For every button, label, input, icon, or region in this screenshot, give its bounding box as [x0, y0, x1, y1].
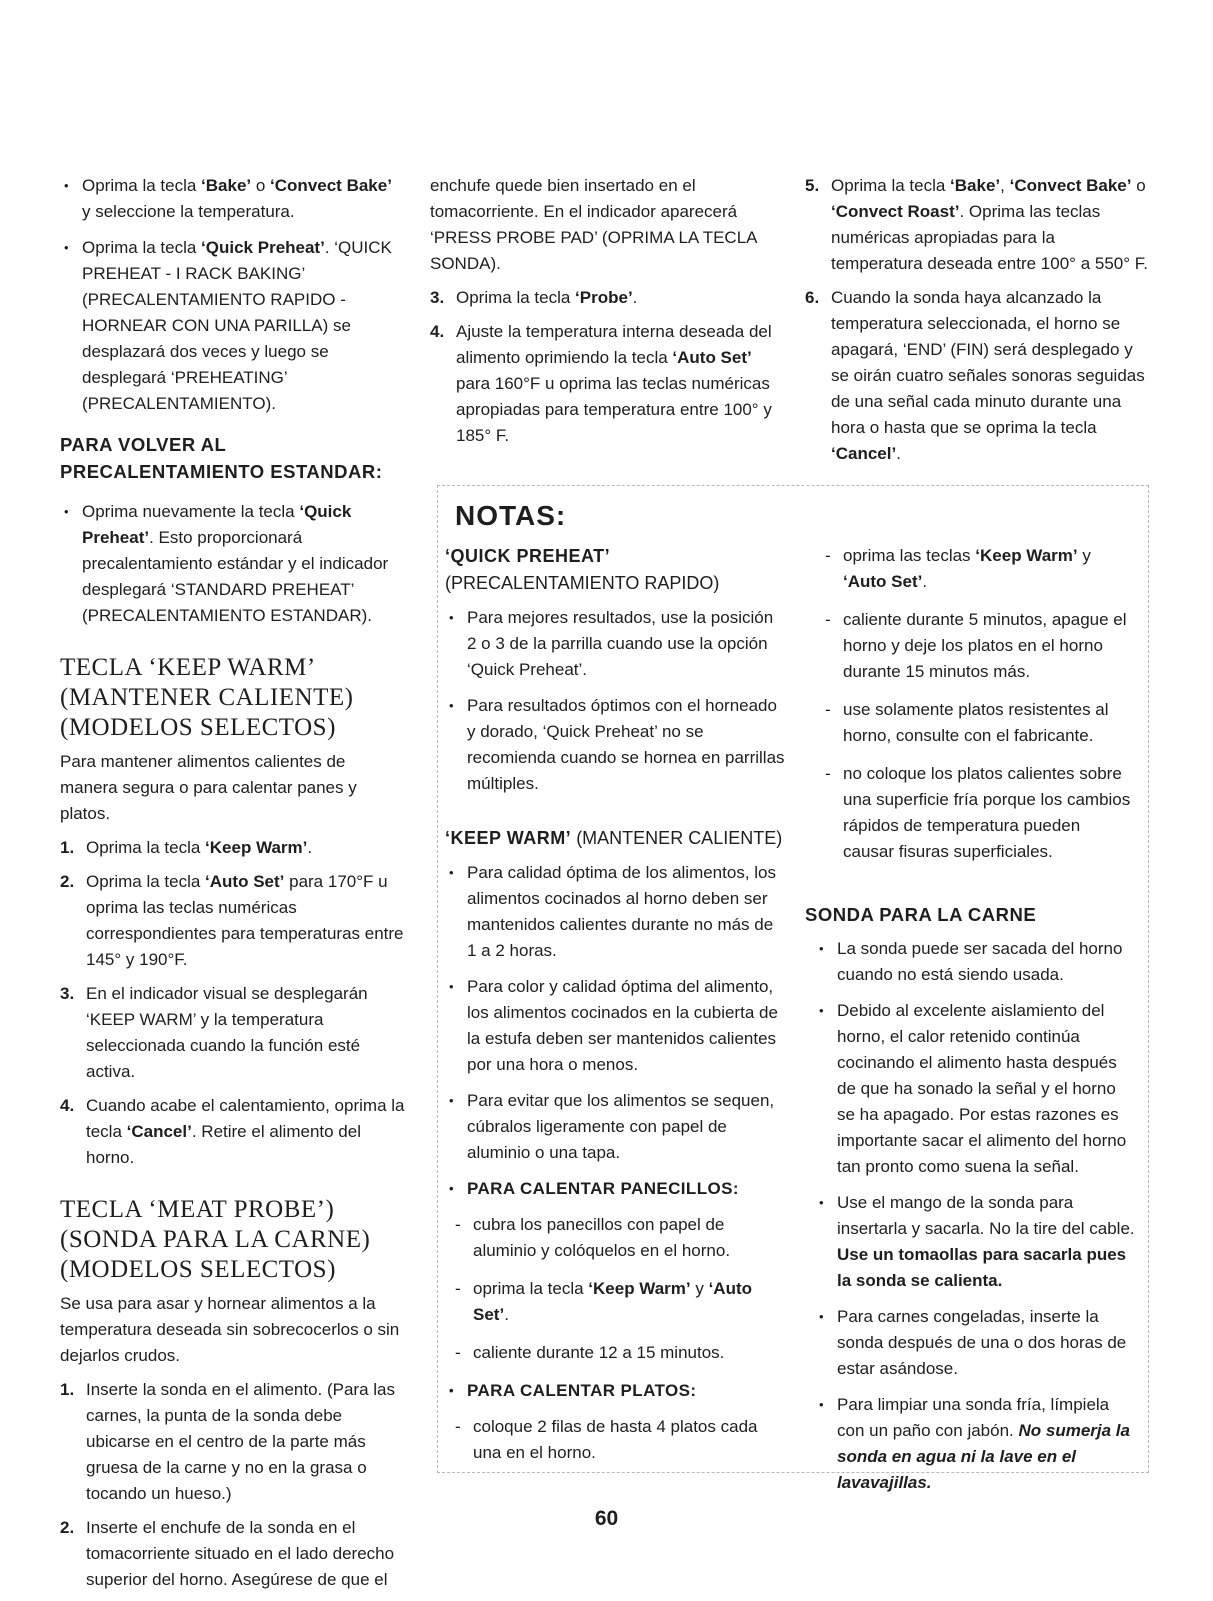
bullet-quick-preheat: • Oprima la tecla ‘Quick Preheat’. ‘QUICK PREHEAT - I RACK BAKING’ (PRECALENTAMIENTO RAPIDO - HORNEAR CON UNA PARILLA) se desplazará dos veces y luego se desplegará ‘PREHEATING’ (PRECALENTAMIENTO).	[60, 235, 405, 417]
heading-sonda: SONDA PARA LA CARNE	[805, 904, 1037, 925]
step-item: 5. Oprima la tecla ‘Bake’, ‘Convect Bake’ o ‘Convect Roast’. Oprima las teclas numéricas apropiadas para la temperatura deseada entre 100° a 550° F.	[805, 176, 1148, 273]
heading-keep-warm: TECLA ‘KEEP WARM’ (MANTENER CALIENTE) (MODELOS SELECTOS)	[60, 654, 354, 741]
middle-column	[430, 173, 785, 457]
step-item: 4. Ajuste la temperatura interna deseada del alimento oprimiendo la tecla ‘Auto Set’ para 160°F u oprima las teclas numéricas apropiadas para temperatura entre 100° y 185° F.	[430, 322, 772, 445]
step-item: 2. Inserte el enchufe de la sonda en el tomacorriente situado en el lado derecho superior del horno. Asegúrese de que el	[60, 1518, 395, 1589]
list-item: • La sonda puede ser sacada del horno cuando no está siendo usada.	[815, 936, 1135, 988]
list-item: - coloque 2 filas de hasta 4 platos cada una en el horno.	[445, 1414, 785, 1466]
list-item: - use solamente platos resistentes al horno, consulte con el fabricante.	[815, 697, 1135, 749]
step-item: 1. Inserte la sonda en el alimento. (Para las carnes, la punta de la sonda debe ubicarse en el centro de la parte más gruesa de la carne y no en la grasa o tocando un hueso.)	[60, 1380, 396, 1503]
list-item: • Para mejores resultados, use la posición 2 o 3 de la parrilla cuando use la opción ‘Quick Preheat’.	[445, 605, 785, 683]
notes-title: NOTAS:	[455, 500, 567, 531]
page-number: 60	[594, 1507, 619, 1530]
list-item: • Use el mango de la sonda para insertarla y sacarla. No la tire del cable. Use un tomaollas para sacarla pues la sonda se calienta.	[815, 1190, 1135, 1294]
meat-probe-intro: Se usa para asar y hornear alimentos a la temperatura deseada sin sobrecocerlos o sin dejarlos crudos.	[60, 1294, 400, 1365]
bullet-standard-preheat: • Oprima nuevamente la tecla ‘Quick Preheat’. Esto proporcionará precalentamiento estándar y el indicador desplegará ‘STANDARD PREHEAT’ (PRECALENTAMIENTO ESTANDAR).	[60, 499, 405, 629]
keep-warm-intro: Para mantener alimentos calientes de manera segura o para calentar panes y platos.	[60, 752, 357, 823]
heading-standard-preheat: PARA VOLVER AL PRECALENTAMIENTO ESTANDAR:	[60, 434, 383, 482]
step-item: 2. Oprima la tecla ‘Auto Set’ para 170°F u oprima las teclas numéricas correspondientes para temperaturas entre 145° y 190°F.	[60, 872, 404, 969]
list-item: • Para calidad óptima de los alimentos, los alimentos cocinados al horno deben ser mantenidos calientes durante no más de 1 a 2 horas.	[445, 860, 785, 964]
step-item: 6. Cuando la sonda haya alcanzado la temperatura seleccionada, el horno se apagará, ‘END’ (FIN) será desplegado y se oirán cuatro señales sonoras seguidas de una señal cada minuto durante una hora o hasta que se oprima la tecla ‘Cancel’.	[805, 288, 1145, 463]
heading-platos: • PARA CALENTAR PLATOS:	[445, 1378, 785, 1404]
list-item: • Para evitar que los alimentos se sequen, cúbralos ligeramente con papel de aluminio o una tapa.	[445, 1088, 785, 1166]
list-item: • Para color y calidad óptima del alimento, los alimentos cocinados en la cubierta de la estufa deben ser mantenidos calientes por una hora o menos.	[445, 974, 785, 1078]
bullet-bake: • Oprima la tecla ‘Bake’ o ‘Convect Bake’ y seleccione la temperatura.	[60, 173, 405, 225]
list-item: - oprima las teclas ‘Keep Warm’ y ‘Auto Set’.	[815, 543, 1135, 595]
left-column	[60, 173, 405, 1601]
list-item: - caliente durante 12 a 15 minutos.	[445, 1340, 785, 1366]
list-item: - oprima la tecla ‘Keep Warm’ y ‘Auto Set’.	[445, 1276, 785, 1328]
meat-probe-steps	[60, 1377, 405, 1593]
list-item: - no coloque los platos calientes sobre una superficie fría porque los cambios rápidos de temperatura pueden causar fisuras superficiales.	[815, 761, 1135, 865]
list-item: • Debido al excelente aislamiento del horno, el calor retenido continúa cocinando el alimento hasta después de que ha sonado la señal y el horno se ha apagado. Por estas razones es importante sacar el alimento del horno tan pronto como suena la señal.	[815, 998, 1135, 1180]
step-item: 3. Oprima la tecla ‘Probe’.	[430, 288, 638, 307]
list-item: - cubra los panecillos con papel de aluminio y colóquelos en el horno.	[445, 1212, 785, 1264]
notes-heading-keep-warm: ‘KEEP WARM’ (MANTENER CALIENTE)	[445, 828, 783, 848]
right-column	[805, 173, 1150, 475]
heading-panecillos: • PARA CALENTAR PANECILLOS:	[445, 1176, 785, 1202]
notes-right-column	[805, 543, 1135, 1506]
heading-meat-probe: TECLA ‘MEAT PROBE’) (SONDA PARA LA CARNE) (MODELOS SELECTOS)	[60, 1196, 371, 1283]
list-item: • Para limpiar una sonda fría, límpiela con un paño con jabón. No sumerja la sonda en agua ni la lave en el lavavajillas.	[815, 1392, 1135, 1496]
step-item: 4. Cuando acabe el calentamiento, oprima la tecla ‘Cancel’. Retire el alimento del horno.	[60, 1096, 405, 1167]
step-item: 3. En el indicador visual se desplegarán ‘KEEP WARM’ y la temperatura seleccionada cuando la función esté activa.	[60, 984, 368, 1081]
step-item: 1. Oprima la tecla ‘Keep Warm’.	[60, 838, 313, 857]
notes-heading-quick-preheat: ‘QUICK PREHEAT’ (PRECALENTAMIENTO RAPIDO)	[445, 546, 720, 593]
keep-warm-steps	[60, 835, 405, 1171]
list-item: • Para carnes congeladas, inserte la sonda después de una o dos horas de estar asándose.	[815, 1304, 1135, 1382]
list-item: - caliente durante 5 minutos, apague el horno y deje los platos en el horno durante 15 minutos más.	[815, 607, 1135, 685]
probe-continuation: enchufe quede bien insertado en el tomacorriente. En el indicador aparecerá ‘PRESS PROBE PAD’ (OPRIMA LA TECLA SONDA).	[430, 176, 757, 273]
notes-left-column	[445, 543, 785, 1478]
list-item: • Para resultados óptimos con el horneado y dorado, ‘Quick Preheat’ no se recomienda cuando se hornea en parrillas múltiples.	[445, 693, 785, 797]
